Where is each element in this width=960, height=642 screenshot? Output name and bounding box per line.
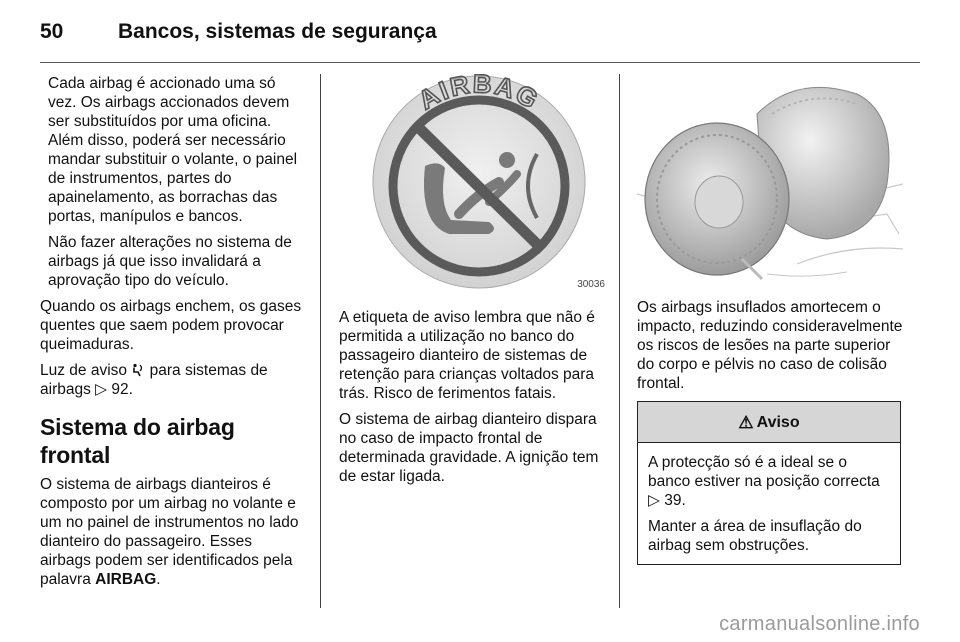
inflated-airbag-illustration — [637, 74, 903, 284]
column-left — [40, 74, 304, 596]
no-rear-facing-child-seat-icon — [339, 74, 607, 292]
page-title: Bancos, sistemas de segurança — [118, 20, 437, 43]
paragraph-airbags-cushion: Os airbags insuflados amortecem o impacto, reduzindo consideravelmente os riscos de lesões na parte superior do corpo e pélvis no caso de colisão frontal. — [637, 299, 903, 392]
watermark: carmanualsonline.info — [719, 613, 920, 635]
page-header — [40, 16, 920, 56]
column-divider-2 — [619, 74, 620, 608]
page-ref-arrow-icon[interactable]: ▷ — [648, 491, 660, 509]
page-ref-arrow-icon[interactable]: ▷ — [95, 380, 108, 398]
paragraph-hot-gases: Quando os airbags enchem, os gases quentes que saem podem provocar queimaduras. — [40, 298, 302, 353]
section-title: Sistema do airbag frontal — [40, 414, 235, 468]
airbag-warning-label-figure — [339, 74, 607, 294]
warning-title: Aviso — [756, 413, 800, 431]
paragraph-front-airbag-system: O sistema de airbags dianteiros é composto por um airbag no volante e um no painel de instrumentos no lado dianteiro do passageiro. Esses airbags podem ser identificados pela palavra AIRBAG. — [40, 476, 299, 588]
warning-box-body — [638, 443, 900, 564]
paragraph-front-airbag-deploy: O sistema de airbag dianteiro dispara no caso de impacto frontal de determinada gravidade. A ignição tem de estar ligada. — [339, 411, 599, 485]
paragraph-warning-light: Luz de aviso para sistemas de airbags ▷ 92. — [40, 362, 268, 398]
page-ref-39[interactable]: 39. — [664, 492, 686, 509]
warning-triangle-icon: ⚠ — [738, 412, 754, 432]
column-right — [637, 74, 903, 565]
warning-paragraph-seat-position: A protecção só é a ideal se o banco estiver na posição correcta ▷ 39. — [648, 454, 880, 509]
column-divider-1 — [320, 74, 321, 608]
warning-box — [637, 401, 901, 565]
airbag-warning-light-icon — [131, 363, 145, 377]
page-number: 50 — [40, 20, 64, 43]
inflated-airbags-figure — [637, 74, 903, 284]
warning-box-header — [638, 402, 900, 443]
header-divider — [40, 62, 920, 63]
svg-text:AIRBAG: AIRBAG — [413, 74, 545, 116]
paragraph-airbag-single-use: Cada airbag é accionado uma só vez. Os airbags accionados devem ser substituídos por uma oficina. Além disso, poderá ser necessário mandar substituir o volante, o painel de instrumentos, partes do apainelamento, as borrachas das portas, manípulos e bancos. — [48, 75, 298, 225]
warning-paragraph-no-obstructions: Manter a área de insuflação do airbag sem obstruções. — [648, 518, 862, 554]
paragraph-warning-label: A etiqueta de aviso lembra que não é permitida a utilização no banco do passageiro dianteiro de sistemas de retenção para crianças voltados para trás. Risco de ferimentos fatais. — [339, 309, 595, 402]
column-middle — [339, 74, 607, 493]
figure-code: 30036 — [577, 279, 605, 290]
page-ref-92[interactable]: 92. — [111, 381, 133, 398]
paragraph-no-modifications: Não fazer alterações no sistema de airbags já que isso invalidará a aprovação tipo do veículo. — [48, 234, 292, 289]
airbag-word: AIRBAG — [95, 571, 157, 588]
